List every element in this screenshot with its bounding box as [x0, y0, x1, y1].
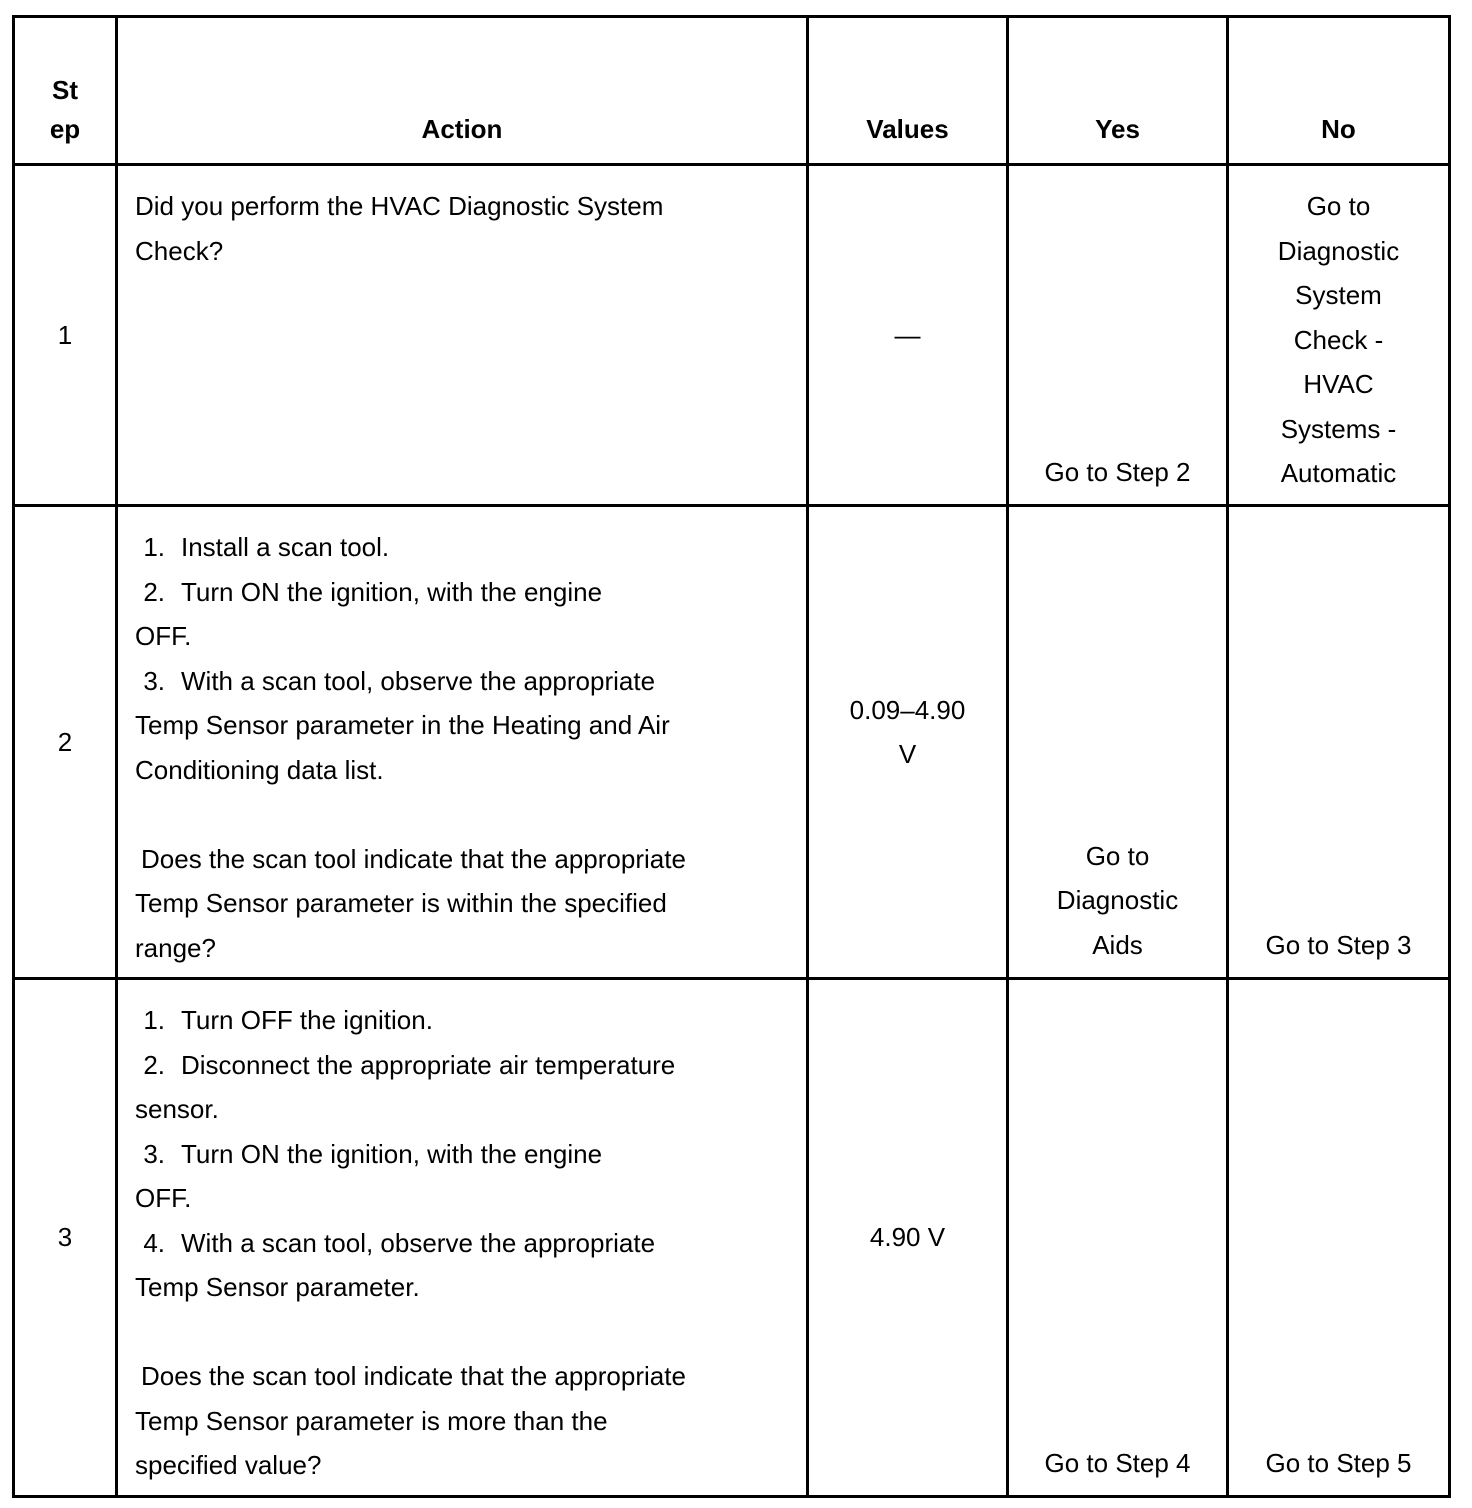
values-cell: 0.09–4.90 V — [808, 506, 1008, 979]
header-no: No — [1228, 17, 1450, 165]
diagnostic-table — [12, 15, 1451, 1498]
header-action: Action — [117, 17, 808, 165]
table-row-step-3 — [14, 979, 1450, 1497]
yes-cell: Go to Step 4 — [1008, 979, 1228, 1497]
values-cell: 4.90 V — [808, 979, 1008, 1497]
table-row-step-1 — [14, 165, 1450, 506]
action-step-item: 2. Turn ON the ignition, with the engine — [143, 576, 603, 607]
no-cell: Go to Step 3 — [1228, 506, 1450, 979]
action-cell: Did you perform the HVAC Diagnostic System Check? — [117, 165, 808, 506]
step-number: 2 — [14, 506, 117, 979]
action-step-item: 2. Disconnect the appropriate air temperature — [143, 1049, 676, 1080]
no-cell: Go to Step 5 — [1228, 979, 1450, 1497]
yes-cell: Go to Diagnostic Aids — [1008, 506, 1228, 979]
no-cell: Go to Diagnostic System Check - HVAC Systems - Automatic — [1228, 165, 1450, 506]
action-step-item: 3. With a scan tool, observe the appropriate — [143, 665, 656, 696]
action-question: Does the scan tool indicate that the appropriate — [141, 1361, 686, 1391]
action-step-item: 1. Install a scan tool. — [143, 532, 390, 562]
step-number: 3 — [14, 979, 117, 1497]
action-step-item: 3. Turn ON the ignition, with the engine — [143, 1138, 603, 1169]
action-step-item: 1. Turn OFF the ignition. — [143, 1005, 433, 1035]
yes-cell: Go to Step 2 — [1008, 165, 1228, 506]
header-values: Values — [808, 17, 1008, 165]
header-yes: Yes — [1008, 17, 1228, 165]
action-question: Does the scan tool indicate that the appropriate — [141, 843, 686, 874]
step-number: 1 — [14, 165, 117, 506]
table-row-step-2 — [14, 506, 1450, 979]
action-cell: 1. Install a scan tool. 2. Turn ON the ignition, with the engine OFF. 3. With a scan tool, observe the appropriate Temp Sensor parameter in the Heating and Air Conditioning data list. Does the scan tool indicate that the appropriate Temp Sensor parameter is within the specified range? — [117, 506, 808, 979]
header-row — [14, 17, 1450, 165]
action-step-item: 4. With a scan tool, observe the appropriate — [143, 1227, 656, 1258]
values-cell: — — [808, 165, 1008, 506]
header-step: St ep — [14, 17, 117, 165]
action-cell: 1. Turn OFF the ignition. 2. Disconnect the appropriate air temperature sensor. 3. Turn ON the ignition, with the engine OFF. 4. With a scan tool, observe the appropriate Temp Sensor parameter. Does the scan tool indicate that the appropriate Temp Sensor parameter is more than the specified value? — [117, 979, 808, 1497]
